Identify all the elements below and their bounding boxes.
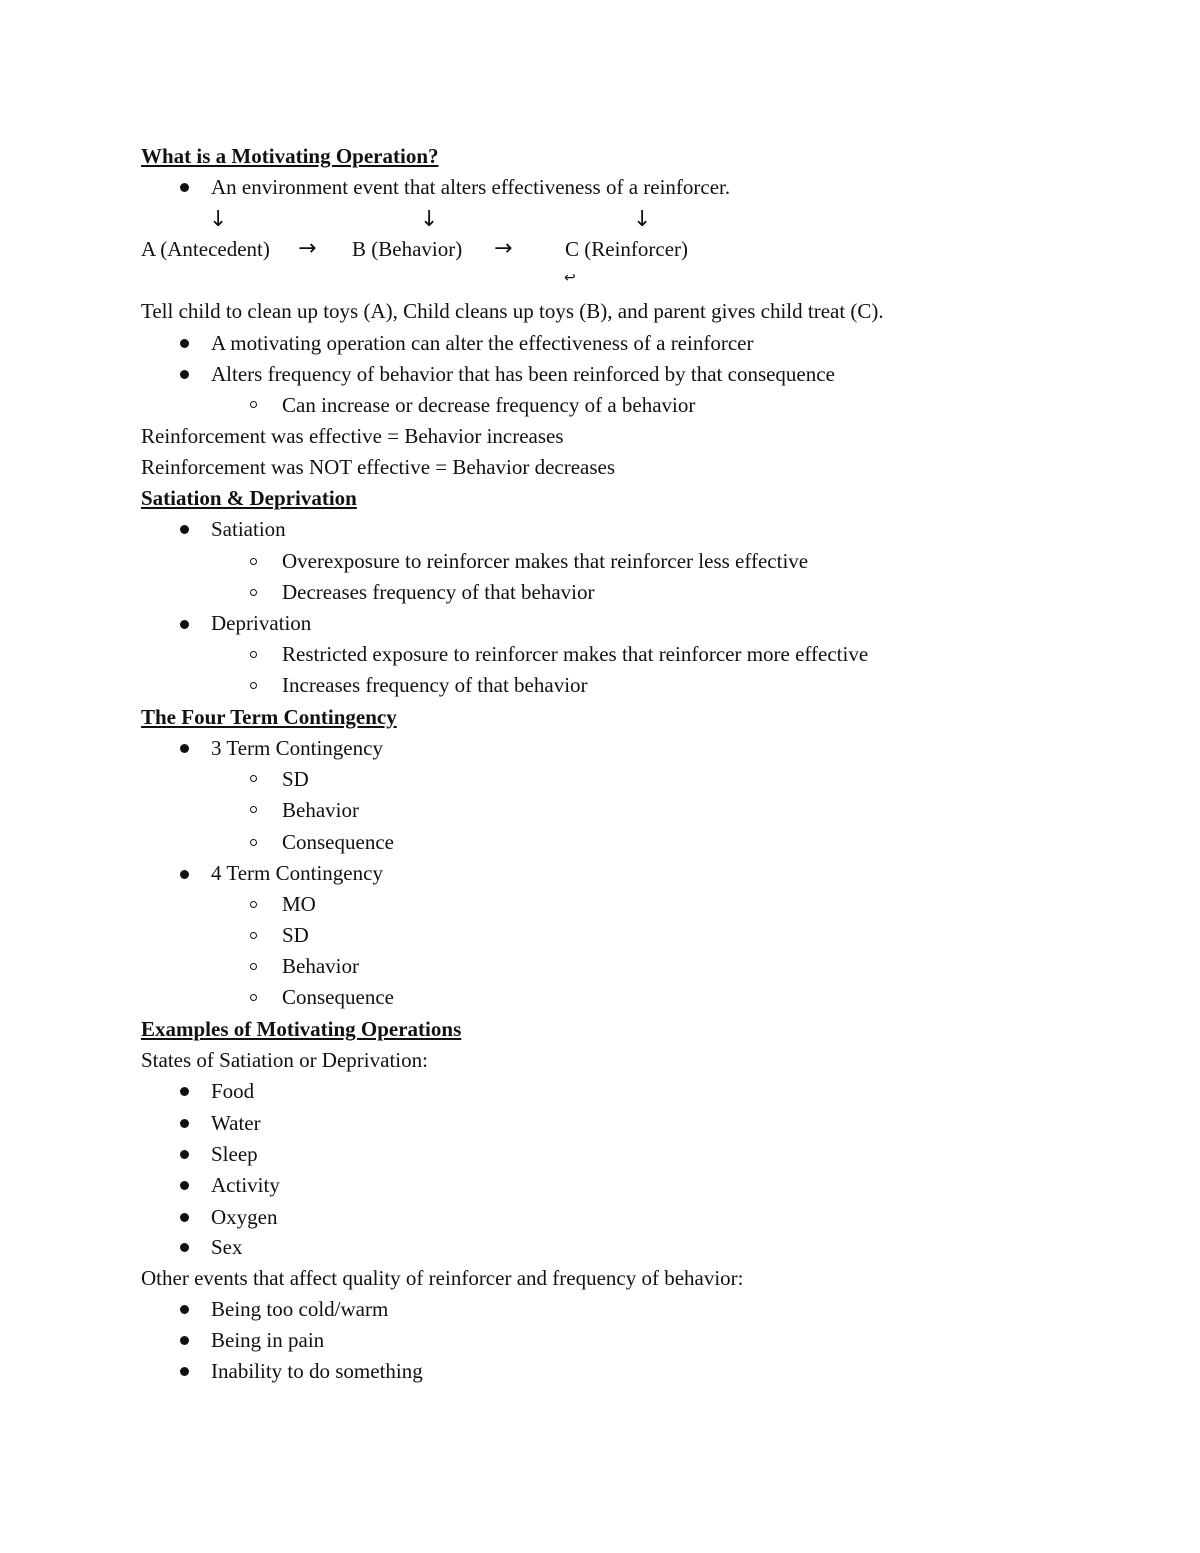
- heading-examples-of-mo: Examples of Motivating Operations: [141, 1017, 462, 1041]
- sub-bullet-circle: [250, 901, 257, 908]
- sub-bullet-circle: [250, 589, 257, 596]
- not-effective-line: Reinforcement was NOT effective = Behavior decreases: [141, 455, 616, 479]
- sub-bullet-circle: [250, 963, 257, 970]
- list-item: A motivating operation can alter the effectiveness of a reinforcer: [211, 331, 754, 355]
- right-arrow-icon: →: [494, 236, 513, 261]
- list-item: Decreases frequency of that behavior: [282, 580, 595, 604]
- list-item: Oxygen: [211, 1205, 278, 1229]
- abc-reinforcer: C (Reinforcer): [565, 237, 689, 261]
- list-item: Increases frequency of that behavior: [282, 673, 588, 697]
- list-item: Water: [211, 1111, 261, 1135]
- list-item: Sleep: [211, 1142, 258, 1166]
- list-item: Sex: [211, 1235, 243, 1259]
- bullet-dot: [180, 1305, 189, 1314]
- bullet-dot: [180, 620, 189, 629]
- bullet-dot: [180, 870, 189, 879]
- other-intro: Other events that affect quality of reinforcer and frequency of behavior:: [141, 1266, 744, 1290]
- bullet-dot: [180, 1243, 189, 1252]
- abc-behavior: B (Behavior): [352, 237, 463, 261]
- down-arrow-icon: ↓: [633, 207, 652, 232]
- sub-bullet-circle: [250, 806, 257, 813]
- bullet-dot: [180, 744, 189, 753]
- bullet-dot: [180, 1087, 189, 1096]
- list-item: 4 Term Contingency: [211, 861, 383, 885]
- list-item: MO: [282, 892, 316, 916]
- mo-definition: An environment event that alters effectiveness of a reinforcer.: [211, 175, 731, 199]
- heading-four-term-contingency: The Four Term Contingency: [141, 705, 397, 729]
- list-item: Food: [211, 1079, 255, 1103]
- sub-bullet-circle: [250, 932, 257, 939]
- down-arrow-icon: ↓: [420, 207, 439, 232]
- list-item: Deprivation: [211, 611, 312, 635]
- list-item: Consequence: [282, 985, 394, 1009]
- bullet-dot: [180, 1150, 189, 1159]
- bullet-dot: [180, 525, 189, 534]
- list-item: Behavior: [282, 954, 359, 978]
- list-item: Inability to do something: [211, 1359, 423, 1383]
- bullet-dot: [180, 1213, 189, 1222]
- bullet-dot: [180, 1367, 189, 1376]
- list-item: SD: [282, 767, 309, 791]
- bullet-dot: [180, 370, 189, 379]
- bullet-dot: [180, 339, 189, 348]
- list-item: Being too cold/warm: [211, 1297, 389, 1321]
- list-item: Alters frequency of behavior that has been reinforced by that consequence: [211, 362, 835, 386]
- list-item: Can increase or decrease frequency of a behavior: [282, 393, 696, 417]
- bullet-dot: [180, 1119, 189, 1128]
- list-item: Being in pain: [211, 1328, 325, 1352]
- list-item: SD: [282, 923, 309, 947]
- list-item: Restricted exposure to reinforcer makes that reinforcer more effective: [282, 642, 869, 666]
- bullet-dot: [180, 1181, 189, 1190]
- heading-satiation-deprivation: Satiation & Deprivation: [141, 486, 357, 510]
- list-item: Overexposure to reinforcer makes that reinforcer less effective: [282, 549, 809, 573]
- heading-what-is-mo: What is a Motivating Operation?: [141, 144, 439, 168]
- sub-bullet-circle: [250, 651, 257, 658]
- abc-antecedent: A (Antecedent): [141, 237, 270, 261]
- states-intro: States of Satiation or Deprivation:: [141, 1048, 428, 1072]
- right-arrow-icon: →: [298, 236, 317, 261]
- list-item: Satiation: [211, 517, 286, 541]
- bullet-dot: [180, 1336, 189, 1345]
- sub-bullet-circle: [250, 558, 257, 565]
- abc-example: Tell child to clean up toys (A), Child cleans up toys (B), and parent gives child treat (C).: [141, 299, 884, 323]
- down-arrow-icon: ↓: [209, 207, 228, 232]
- sub-bullet-circle: [250, 682, 257, 689]
- bullet-dot: [180, 183, 189, 192]
- sub-bullet-circle: [250, 775, 257, 782]
- list-item: Activity: [211, 1173, 280, 1197]
- sub-bullet-circle: [250, 994, 257, 1001]
- sub-bullet-circle: [250, 839, 257, 846]
- effective-line: Reinforcement was effective = Behavior increases: [141, 424, 564, 448]
- list-item: 3 Term Contingency: [211, 736, 383, 760]
- sub-bullet-circle: [250, 401, 257, 408]
- list-item: Consequence: [282, 830, 394, 854]
- loop-arrow-icon: ↩: [564, 270, 576, 286]
- list-item: Behavior: [282, 798, 359, 822]
